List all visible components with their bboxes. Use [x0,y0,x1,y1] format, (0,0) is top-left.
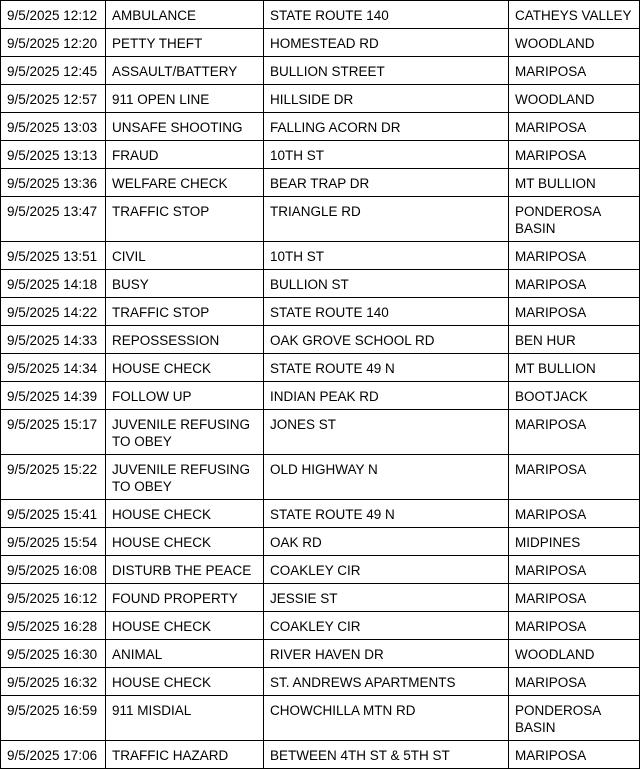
cell-datetime: 9/5/2025 12:20 [1,29,106,57]
cell-area: MARIPOSA [509,410,640,455]
table-row [1,298,640,326]
cell-datetime: 9/5/2025 16:12 [1,584,106,612]
cell-location: 10TH ST [264,141,509,169]
cell-location: STATE ROUTE 49 N [264,354,509,382]
table-row [1,612,640,640]
cell-datetime: 9/5/2025 13:03 [1,113,106,141]
cell-area: MARIPOSA [509,113,640,141]
table-row [1,668,640,696]
cell-area: CATHEYS VALLEY [509,1,640,29]
cell-call-type: BUSY [106,270,264,298]
table-row [1,1,640,29]
cell-datetime: 9/5/2025 14:18 [1,270,106,298]
cell-call-type: UNSAFE SHOOTING [106,113,264,141]
cell-location: OAK RD [264,528,509,556]
cell-call-type: HOUSE CHECK [106,354,264,382]
cell-datetime: 9/5/2025 16:28 [1,612,106,640]
cell-datetime: 9/5/2025 14:34 [1,354,106,382]
cell-location: OAK GROVE SCHOOL RD [264,326,509,354]
table-row [1,197,640,242]
cell-call-type: ASSAULT/BATTERY [106,57,264,85]
cell-datetime: 9/5/2025 15:41 [1,500,106,528]
table-row [1,556,640,584]
cell-area: MARIPOSA [509,741,640,769]
table-row [1,141,640,169]
cell-call-type: 911 OPEN LINE [106,85,264,113]
cell-datetime: 9/5/2025 13:47 [1,197,106,242]
cell-location: STATE ROUTE 140 [264,1,509,29]
cell-datetime: 9/5/2025 12:12 [1,1,106,29]
table-row [1,410,640,455]
cell-datetime: 9/5/2025 15:54 [1,528,106,556]
cell-call-type: ANIMAL [106,640,264,668]
cell-location: COAKLEY CIR [264,556,509,584]
cell-area: MARIPOSA [509,455,640,500]
cell-location: COAKLEY CIR [264,612,509,640]
cell-call-type: JUVENILE REFUSING TO OBEY [106,410,264,455]
table-row [1,741,640,769]
table-row [1,270,640,298]
cell-call-type: WELFARE CHECK [106,169,264,197]
cell-call-type: TRAFFIC STOP [106,197,264,242]
cell-location: STATE ROUTE 140 [264,298,509,326]
cell-area: MARIPOSA [509,556,640,584]
cell-call-type: HOUSE CHECK [106,500,264,528]
cell-area: MIDPINES [509,528,640,556]
cell-datetime: 9/5/2025 16:30 [1,640,106,668]
cell-location: JONES ST [264,410,509,455]
cell-datetime: 9/5/2025 13:13 [1,141,106,169]
cell-location: 10TH ST [264,242,509,270]
table-row [1,500,640,528]
cell-location: BULLION STREET [264,57,509,85]
cell-location: HILLSIDE DR [264,85,509,113]
cell-datetime: 9/5/2025 14:39 [1,382,106,410]
cell-area: MT BULLION [509,169,640,197]
cell-datetime: 9/5/2025 12:45 [1,57,106,85]
cell-area: MARIPOSA [509,242,640,270]
cell-datetime: 9/5/2025 16:59 [1,696,106,741]
cell-area: BOOTJACK [509,382,640,410]
cell-call-type: TRAFFIC HAZARD [106,741,264,769]
cell-area: PONDEROSA BASIN [509,197,640,242]
table-row [1,29,640,57]
cell-location: CHOWCHILLA MTN RD [264,696,509,741]
cell-area: MARIPOSA [509,298,640,326]
table-row [1,696,640,741]
cell-datetime: 9/5/2025 15:17 [1,410,106,455]
cell-datetime: 9/5/2025 16:32 [1,668,106,696]
cell-call-type: 911 MISDIAL [106,696,264,741]
cell-area: MARIPOSA [509,500,640,528]
cell-location: JESSIE ST [264,584,509,612]
cell-location: BULLION ST [264,270,509,298]
cell-call-type: REPOSSESSION [106,326,264,354]
cell-location: ST. ANDREWS APARTMENTS [264,668,509,696]
table-row [1,57,640,85]
cell-datetime: 9/5/2025 16:08 [1,556,106,584]
cell-area: PONDEROSA BASIN [509,696,640,741]
cell-call-type: HOUSE CHECK [106,612,264,640]
cell-call-type: HOUSE CHECK [106,668,264,696]
cell-location: RIVER HAVEN DR [264,640,509,668]
cell-location: OLD HIGHWAY N [264,455,509,500]
cell-call-type: CIVIL [106,242,264,270]
table-row [1,113,640,141]
cell-call-type: FOUND PROPERTY [106,584,264,612]
table-row [1,640,640,668]
cell-area: MARIPOSA [509,612,640,640]
table-row [1,242,640,270]
cell-call-type: HOUSE CHECK [106,528,264,556]
cell-datetime: 9/5/2025 14:22 [1,298,106,326]
cell-call-type: FOLLOW UP [106,382,264,410]
cell-area: MARIPOSA [509,584,640,612]
table-row [1,354,640,382]
cell-location: HOMESTEAD RD [264,29,509,57]
cell-area: MARIPOSA [509,270,640,298]
cell-location: INDIAN PEAK RD [264,382,509,410]
cell-call-type: FRAUD [106,141,264,169]
cell-area: MARIPOSA [509,57,640,85]
table-row [1,326,640,354]
cell-datetime: 9/5/2025 15:22 [1,455,106,500]
cell-call-type: JUVENILE REFUSING TO OBEY [106,455,264,500]
table-row [1,169,640,197]
cell-area: MARIPOSA [509,141,640,169]
cell-area: MARIPOSA [509,668,640,696]
cell-location: TRIANGLE RD [264,197,509,242]
cell-location: BETWEEN 4TH ST & 5TH ST [264,741,509,769]
cell-area: WOODLAND [509,29,640,57]
table-row [1,455,640,500]
cell-location: BEAR TRAP DR [264,169,509,197]
cell-datetime: 9/5/2025 12:57 [1,85,106,113]
cell-datetime: 9/5/2025 14:33 [1,326,106,354]
cell-area: BEN HUR [509,326,640,354]
cell-area: MT BULLION [509,354,640,382]
cell-location: STATE ROUTE 49 N [264,500,509,528]
cell-call-type: AMBULANCE [106,1,264,29]
cell-location: FALLING ACORN DR [264,113,509,141]
cell-datetime: 9/5/2025 17:06 [1,741,106,769]
cell-datetime: 9/5/2025 13:36 [1,169,106,197]
cell-area: WOODLAND [509,640,640,668]
cell-call-type: PETTY THEFT [106,29,264,57]
table-row [1,382,640,410]
table-row [1,85,640,113]
table-row [1,584,640,612]
table-row [1,528,640,556]
cell-datetime: 9/5/2025 13:51 [1,242,106,270]
cell-call-type: DISTURB THE PEACE [106,556,264,584]
cell-area: WOODLAND [509,85,640,113]
cell-call-type: TRAFFIC STOP [106,298,264,326]
